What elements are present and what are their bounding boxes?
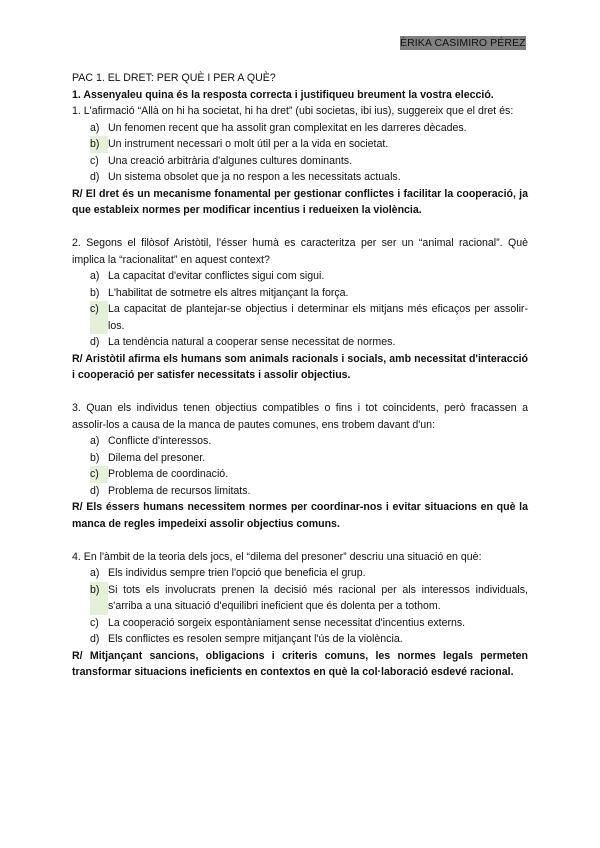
option-text: Una creació arbitrària d'algunes cultures dominants.	[108, 154, 353, 167]
option-a	[72, 565, 528, 582]
option-label: c)	[90, 154, 99, 167]
options-list	[72, 268, 528, 351]
question-3	[72, 400, 528, 532]
option-text: Dilema del presoner.	[108, 451, 206, 464]
option-label: c)	[90, 616, 99, 629]
answer-justification: R/ Aristòtil afirma els humans som animals racionals i socials, amb necessitat d'interacció i cooperació per satisfer necessitats i assolir objectius.	[72, 352, 528, 381]
option-text: Els conflictes es resolen sempre mitjançant l'ús de la violència.	[108, 633, 403, 645]
option-label-selected: c)	[90, 301, 108, 334]
option-b	[72, 136, 528, 153]
question-prompt: 1. L'afirmació “Allà on hi ha societat, hi ha dret” (ubi societas, ibi ius), suggereix que el dret és:	[72, 105, 514, 117]
option-d	[72, 631, 528, 648]
option-label: a)	[90, 121, 100, 134]
option-text: Si tots els involucrats prenen la decisió més racional per als interessos individuals, s'arriba a una situació d'equilibri ineficient que és dolenta per a tothom.	[108, 583, 528, 612]
question-prompt: 2. Segons el filòsof Aristòtil, l'ésser humà es caracteritza per ser un “animal racional”. Què implica la “racionalitat” en aquest context?	[72, 237, 528, 266]
answer-justification: R/ Mitjançant sancions, obligacions i criteris comuns, les normes legals permeten transformar situacions ineficients en contextos en què la col·laboració esdevé racional.	[72, 649, 528, 678]
option-c	[72, 153, 528, 170]
option-b	[72, 285, 528, 302]
question-1	[72, 103, 528, 219]
option-label: a)	[90, 435, 100, 447]
option-label: d)	[90, 336, 100, 348]
option-text: La capacitat d'evitar conflictes sigui com sigui.	[108, 270, 325, 282]
option-d	[72, 483, 528, 500]
option-label: b)	[90, 286, 100, 299]
option-text: Problema de recursos limitats.	[108, 484, 251, 497]
option-label: b)	[90, 451, 100, 464]
option-text: L'habilitat de sotmetre els altres mitjançant la força.	[108, 286, 349, 299]
option-label: a)	[90, 270, 100, 282]
question-prompt: 3. Quan els individus tenen objectius compatibles o fins i tot coincidents, però fracassen a assolir-los a causa de la manca de pautes comunes, ens trobem davant d'un:	[72, 402, 528, 431]
option-a	[72, 120, 528, 137]
option-text: Un sistema obsolet que ja no respon a les necessitats actuals.	[108, 171, 401, 183]
option-label-selected: b)	[90, 582, 108, 615]
instruction: 1. Assenyaleu quina és la resposta correcta i justifiqueu breument la vostra elecció.	[72, 88, 494, 101]
options-list	[72, 433, 528, 499]
option-d	[72, 169, 528, 186]
option-a	[72, 268, 528, 285]
option-label-selected: b)	[90, 136, 108, 153]
answer-justification: R/ Els éssers humans necessitem normes per coordinar-nos i evitar situacions en què la manca de regles impedeixi assolir objectius comuns.	[72, 501, 528, 530]
options-list	[72, 565, 528, 648]
question-2	[72, 235, 528, 384]
option-label-selected: c)	[90, 466, 108, 483]
option-text: Un instrument necessari o molt útil per a la vida en societat.	[108, 138, 389, 150]
option-label: d)	[90, 171, 100, 183]
options-list	[72, 120, 528, 186]
question-4	[72, 549, 528, 681]
answer-justification: R/ El dret és un mecanisme fonamental per gestionar conflictes i facilitar la cooperació, ja que estableix normes per modificar incentius i redueixen la violència.	[72, 187, 528, 216]
option-label: d)	[90, 633, 100, 645]
document-title: PAC 1. EL DRET: PER QUÈ I PER A QUÈ?	[72, 72, 276, 84]
option-text: La tendència natural a cooperar sense necessitat de normes.	[108, 336, 396, 348]
author-name-header: ÈRIKA CASIMIRO PÉREZ	[400, 37, 526, 49]
option-c	[72, 466, 528, 483]
option-label: d)	[90, 484, 100, 497]
option-c	[72, 301, 528, 334]
option-text: Problema de coordinació.	[108, 468, 229, 480]
question-prompt: 4. En l'àmbit de la teoria dels jocs, el “dilema del presoner” descriu una situació en què:	[72, 550, 482, 563]
option-text: Conflicte d'interessos.	[108, 435, 212, 447]
option-b	[72, 582, 528, 615]
option-text: Els individus sempre trien l'opció que beneficia el grup.	[108, 567, 366, 579]
option-label: a)	[90, 567, 100, 579]
option-text: La capacitat de plantejar-se objectius i determinar els mitjans més eficaços per assolir-los.	[108, 303, 528, 332]
option-text: La cooperació sorgeix espontàniament sense necessitat d'incentius externs.	[108, 616, 466, 629]
option-c	[72, 615, 528, 632]
option-d	[72, 334, 528, 351]
document-body	[72, 70, 528, 697]
option-b	[72, 450, 528, 467]
option-text: Un fenomen recent que ha assolit gran complexitat en les darreres dècades.	[108, 121, 467, 134]
option-a	[72, 433, 528, 450]
